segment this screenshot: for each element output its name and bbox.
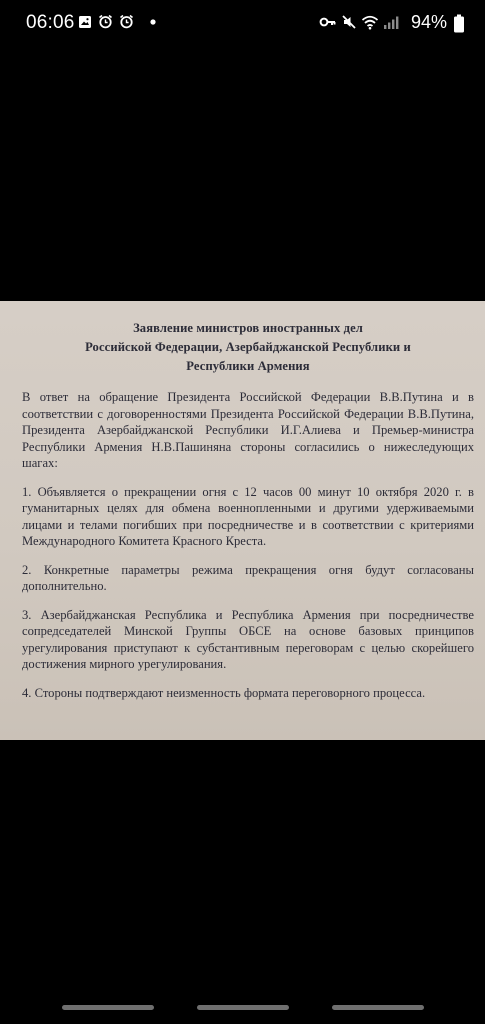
document-title-line: Заявление министров иностранных дел <box>133 321 363 335</box>
nav-handle-center[interactable] <box>197 1005 289 1010</box>
battery-percent: 94% <box>410 12 447 32</box>
document-title-line: Республики Армения <box>186 359 310 373</box>
document-paragraph-4: 4. Стороны подтверждают неизменность формата переговорного процесса. <box>22 685 426 700</box>
document <box>22 319 474 713</box>
document-title-line: Российской Федерации, Азербайджанской Республики и <box>85 340 411 354</box>
status-left-icons <box>78 14 158 29</box>
document-paragraph-intro: В ответ на обращение Президента Российской Федерации В.В.Путина и в соответствии с договоренностями Президента Российской Федерации В.В.Путина, Президента Азербайджанской Республики И.Г.Алиева и Премьер-министра Республики Армения Н.В.Пашиняна стороны согласились о нижеследующих шагах: <box>22 390 474 470</box>
mute-icon <box>341 14 357 30</box>
document-paragraph-2: 2. Конкретные параметры режима прекращения огня будут согласованы дополнительно. <box>22 562 474 593</box>
dot-icon <box>148 17 158 27</box>
document-paragraph-1: 1. Объявляется о прекращении огня с 12 часов 00 минут 10 октября 2020 г. в гуманитарных целях для обмена военнопленными и другими удерживаемыми лицами и телами погибших при посредничестве и в соответствии с критериями Международного Комитета Красного Креста. <box>22 484 474 548</box>
navigation-bar <box>0 994 485 1024</box>
wifi-icon <box>361 15 379 30</box>
document-paragraph-3: 3. Азербайджанская Республика и Республика Армения при посредничестве сопредседателей Минской Группы ОБСЕ на основе базовых принципов урегулирования приступают к субстантивным переговорам с целью скорейшего достижения мирного урегулирования. <box>22 607 474 671</box>
status-right-icons <box>319 14 399 30</box>
battery-icon <box>453 14 465 33</box>
key-icon <box>319 15 337 29</box>
status-bar <box>0 0 485 46</box>
status-time: 06:06 <box>26 12 75 33</box>
nav-handle-left[interactable] <box>62 1005 154 1010</box>
alarm-icon <box>119 14 134 29</box>
signal-icon <box>383 15 399 30</box>
nav-handle-right[interactable] <box>332 1005 424 1010</box>
document-title <box>22 319 474 376</box>
document-photo <box>0 301 485 740</box>
image-icon <box>78 15 92 29</box>
alarm-icon <box>98 14 113 29</box>
